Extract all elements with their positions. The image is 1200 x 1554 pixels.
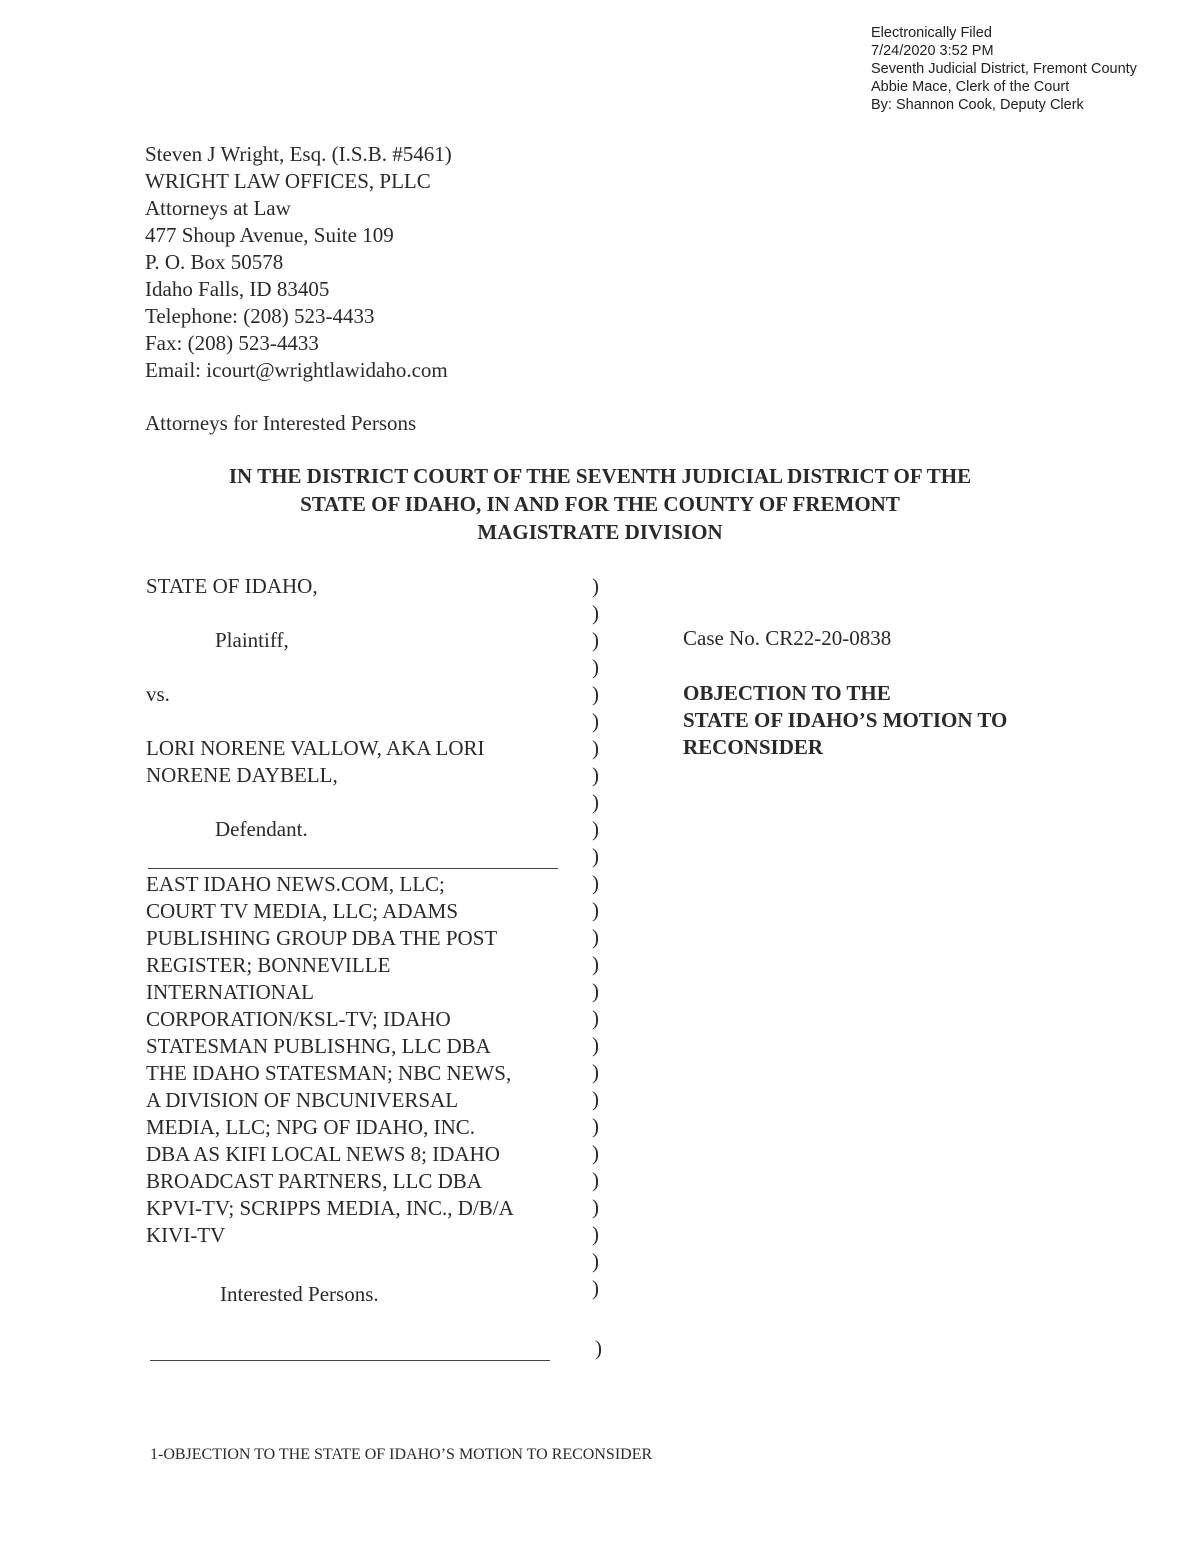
interested-person-line: COURT TV MEDIA, LLC; ADAMS (146, 899, 459, 923)
paren: ) (592, 1087, 599, 1111)
interested-persons-list (146, 871, 514, 1249)
paren: ) (592, 1249, 599, 1273)
defendant-name-line: LORI NORENE VALLOW, AKA LORI (146, 736, 485, 760)
interested-person-line: KIVI-TV (146, 1223, 226, 1247)
court-heading-line: IN THE DISTRICT COURT OF THE SEVENTH JUDICIAL DISTRICT OF THE (228, 464, 972, 488)
interested-person-line: KPVI-TV; SCRIPPS MEDIA, INC., D/B/A (146, 1196, 514, 1220)
stamp-line: Abbie Mace, Clerk of the Court (871, 79, 1070, 95)
paren: ) (592, 817, 599, 841)
paren: ) (592, 655, 599, 679)
paren: ) (592, 871, 599, 895)
paren: ) (592, 952, 599, 976)
stamp-line: Seventh Judicial District, Fremont County (871, 61, 1137, 77)
interested-person-line: PUBLISHING GROUP DBA THE POST (146, 926, 498, 950)
paren: ) (592, 1033, 599, 1057)
paren: ) (592, 790, 599, 814)
court-heading-line: MAGISTRATE DIVISION (477, 520, 723, 544)
attorney-line: P. O. Box 50578 (145, 250, 284, 274)
interested-role: Interested Persons. (220, 1282, 379, 1306)
paren: ) (592, 601, 599, 625)
paren: ) (592, 1141, 599, 1165)
interested-person-line: A DIVISION OF NBCUNIVERSAL (146, 1088, 459, 1112)
paren: ) (592, 763, 599, 787)
attorney-line: Email: icourt@wrightlawidaho.com (145, 358, 448, 382)
paren: ) (592, 1060, 599, 1084)
paren: ) (592, 1168, 599, 1192)
document-title-line: STATE OF IDAHO’S MOTION TO (683, 708, 1008, 732)
case-number: Case No. CR22-20-0838 (683, 626, 892, 650)
stamp-line: Electronically Filed (871, 25, 992, 41)
versus: vs. (146, 682, 170, 706)
paren: ) (592, 1114, 599, 1138)
defendant-name-line: NORENE DAYBELL, (146, 763, 338, 787)
paren-column (592, 573, 599, 1302)
paren: ) (592, 1006, 599, 1030)
document-title-line: OBJECTION TO THE (683, 681, 891, 705)
paren: ) (595, 1336, 602, 1360)
stamp-line: By: Shannon Cook, Deputy Clerk (871, 97, 1084, 113)
paren: ) (592, 979, 599, 1003)
attorneys-for: Attorneys for Interested Persons (145, 411, 417, 435)
court-heading (0, 462, 1200, 546)
plaintiff-role: Plaintiff, (215, 628, 289, 652)
interested-person-line: MEDIA, LLC; NPG OF IDAHO, INC. (146, 1115, 475, 1139)
interested-person-line: THE IDAHO STATESMAN; NBC NEWS, (146, 1061, 512, 1085)
interested-person-line: EAST IDAHO NEWS.COM, LLC; (146, 872, 445, 896)
paren: ) (592, 709, 599, 733)
attorney-line: Steven J Wright, Esq. (I.S.B. #5461) (145, 142, 452, 166)
paren: ) (592, 628, 599, 652)
paren: ) (592, 682, 599, 706)
stamp-line: 7/24/2020 3:52 PM (871, 43, 994, 59)
paren: ) (592, 1276, 599, 1300)
interested-person-line: BROADCAST PARTNERS, LLC DBA (146, 1169, 482, 1193)
attorney-line: Fax: (208) 523-4433 (145, 331, 319, 355)
attorney-line: Telephone: (208) 523-4433 (145, 304, 375, 328)
paren: ) (592, 1222, 599, 1246)
interested-person-line: STATESMAN PUBLISHNG, LLC DBA (146, 1034, 491, 1058)
attorney-line: WRIGHT LAW OFFICES, PLLC (145, 169, 431, 193)
paren: ) (592, 844, 599, 868)
attorney-line: Idaho Falls, ID 83405 (145, 277, 330, 301)
paren: ) (592, 574, 599, 598)
court-heading-line: STATE OF IDAHO, IN AND FOR THE COUNTY OF FREMONT (300, 492, 900, 516)
interested-person-line: DBA AS KIFI LOCAL NEWS 8; IDAHO (146, 1142, 500, 1166)
attorney-line: 477 Shoup Avenue, Suite 109 (145, 223, 394, 247)
filing-stamp (871, 24, 1137, 114)
paren: ) (592, 736, 599, 760)
paren: ) (592, 925, 599, 949)
document-title (683, 680, 1007, 761)
document-title-line: RECONSIDER (683, 735, 824, 759)
attorney-block (145, 141, 452, 384)
paren: ) (592, 1195, 599, 1219)
defendant-role: Defendant. (215, 817, 308, 841)
attorney-line: Attorneys at Law (145, 196, 291, 220)
plaintiff-name: STATE OF IDAHO, (146, 574, 318, 598)
interested-person-line: CORPORATION/KSL-TV; IDAHO (146, 1007, 451, 1031)
caption-divider (148, 868, 558, 869)
caption-bottom-rule (150, 1360, 550, 1361)
interested-person-line: INTERNATIONAL (146, 980, 314, 1004)
interested-person-line: REGISTER; BONNEVILLE (146, 953, 391, 977)
page-footer: 1-OBJECTION TO THE STATE OF IDAHO’S MOTION TO RECONSIDER (150, 1446, 653, 1463)
paren: ) (592, 898, 599, 922)
